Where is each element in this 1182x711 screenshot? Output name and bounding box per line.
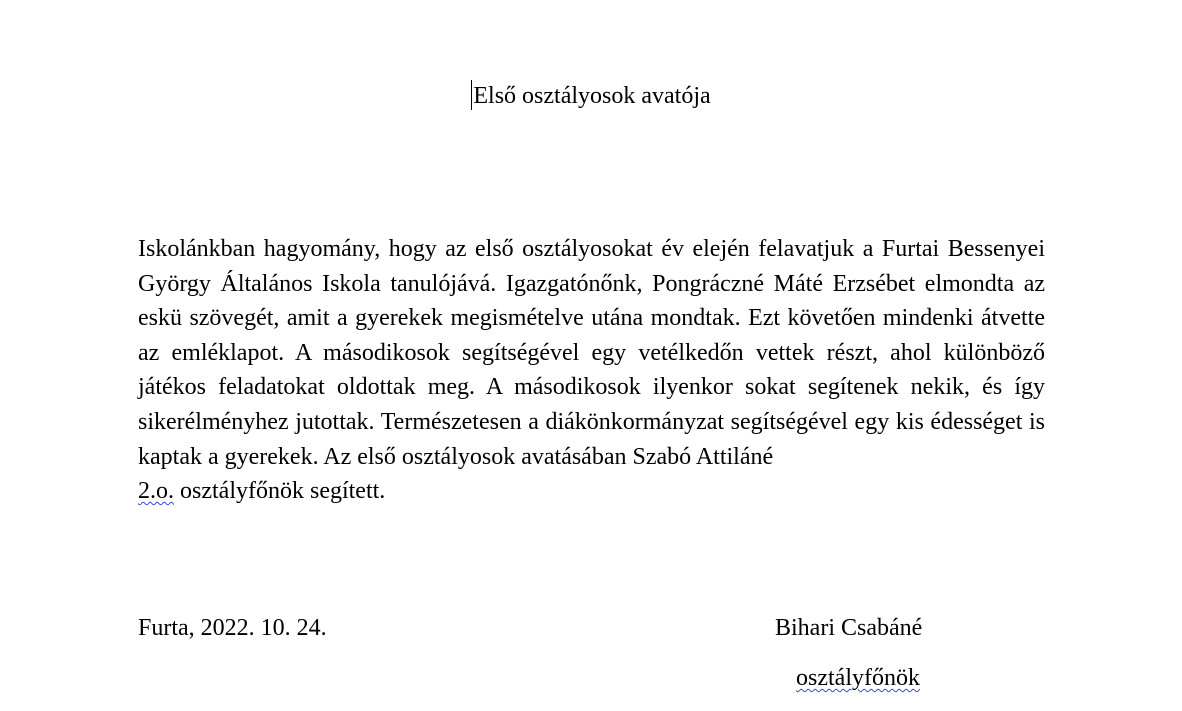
- spellcheck-flagged-word[interactable]: 2.o.: [138, 478, 174, 505]
- paragraph-tail-text[interactable]: osztályfőnök segített.: [180, 478, 386, 505]
- body-paragraph[interactable]: [138, 232, 1045, 509]
- document-title-line[interactable]: [0, 80, 1182, 112]
- signer-role-text[interactable]: osztályfőnök: [796, 665, 920, 691]
- place-date[interactable]: Furta, 2022. 10. 24.: [138, 615, 327, 641]
- signer-role[interactable]: [796, 662, 920, 694]
- signer-name[interactable]: Bihari Csabáné: [775, 615, 923, 641]
- paragraph-main-text[interactable]: Iskolánkban hagyomány, hogy az első osztályosokat év elején felavatjuk a Furtai Bessenyei György Általános Iskola tanulójává. Igazgatónőnk, Pongráczné Máté Erzsébet elmondta az eskü szövegét, amit a gyerekek megismételve utána mondtak. Ezt követően mindenki átvette az emléklapot. A másodikosok segítségével egy vetélkedőn vettek részt, ahol különböző játékos feladatokat oldottak meg. A másodikosok ilyenkor sokat segítenek nekik, és így sikerélményhez jutottak. Természetesen a diákönkormányzat segítségével egy kis édességet is kaptak a gyerekek. Az első osztályosok avatásában Szabó Attiláné: [138, 236, 1045, 470]
- document-title[interactable]: Első osztályosok avatója: [473, 83, 711, 109]
